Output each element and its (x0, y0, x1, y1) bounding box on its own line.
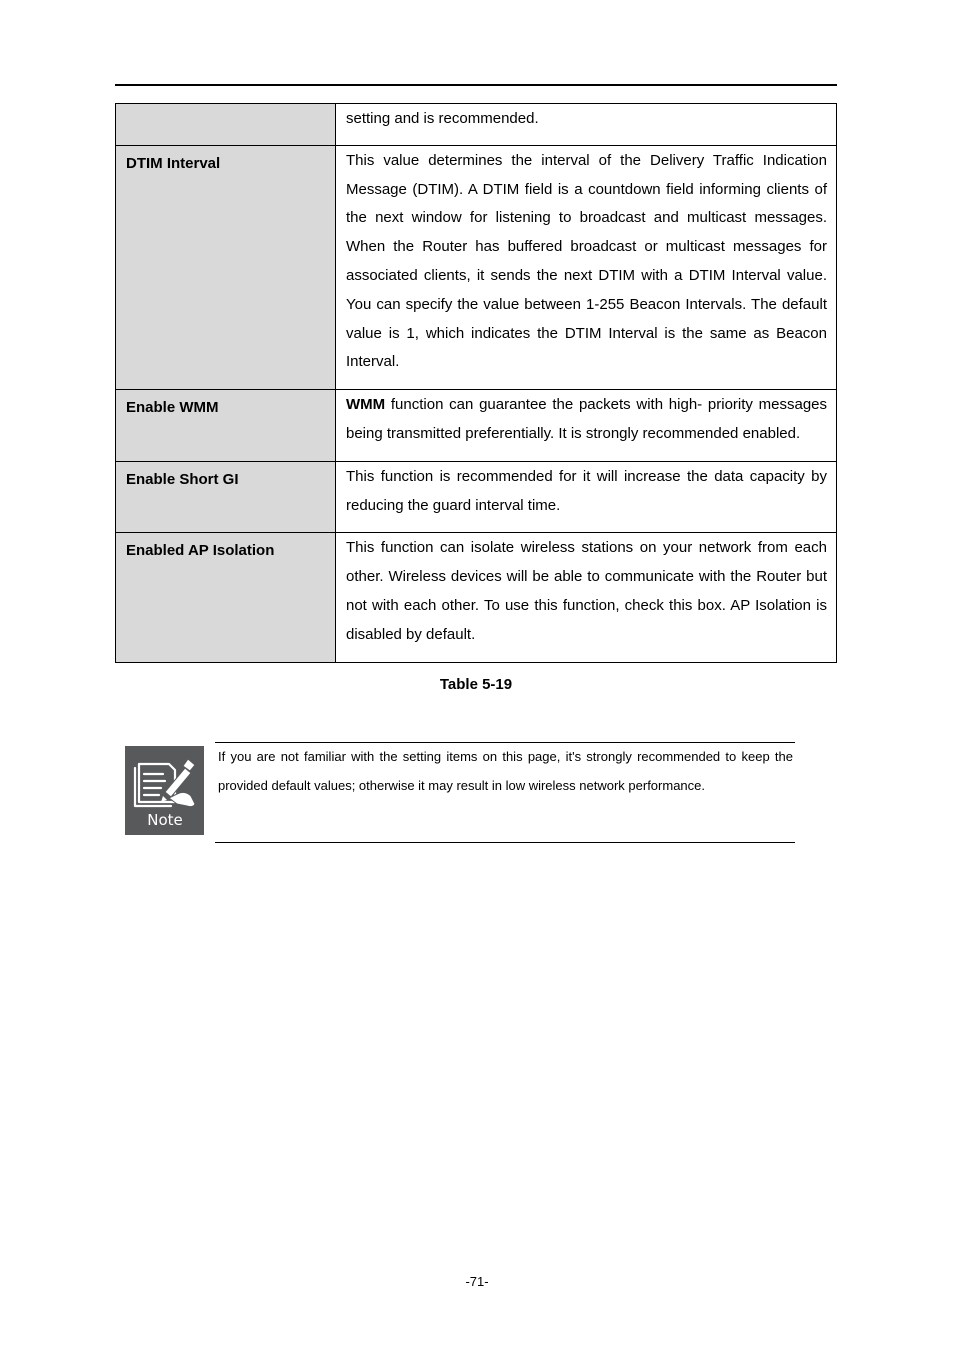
parameter-table (115, 103, 837, 663)
note-text: If you are not familiar with the setting items on this page, it's strongly recommended to keep the provided default values; otherwise it may result in low wireless network performance. (218, 749, 793, 793)
parameter-description: This function can isolate wireless stations on your network from each other. Wireless devices will be able to communicate with the Router but not with each other. To use this function, check this box. AP Isolation is disabled by default. (336, 533, 837, 662)
parameter-description: setting and is recommended. (336, 104, 837, 146)
wmm-bold-term: WMM (346, 396, 386, 414)
page-number: -71- (465, 1274, 489, 1289)
table-row (116, 390, 837, 462)
note-rule-bottom (215, 842, 795, 843)
parameter-description: This value determines the interval of the Delivery Traffic Indication Message (DTIM). A DTIM field is a countdown field informing clients of the next window for listening to broadcast and multicast messages. When the Router has buffered broadcast or multicast messages for associated clients, it sends the next DTIM with a DTIM Interval value. You can specify the value between 1-255 Beacon Intervals. The default value is 1, which indicates the DTIM Interval is the same as Beacon Interval. (336, 145, 837, 389)
parameter-description (336, 390, 837, 462)
table-caption: Table 5-19 (439, 676, 513, 693)
parameter-name: Enable WMM (116, 390, 336, 462)
parameter-name (116, 104, 336, 146)
parameter-name: Enabled AP Isolation (116, 533, 336, 662)
table-row (116, 461, 837, 533)
note-icon-label: Note (147, 811, 183, 829)
parameter-description-text: function can guarantee the packets with high- priority messages being transmitted preferentially. It is strongly recommended enabled. (346, 396, 827, 442)
note-icon (125, 746, 204, 835)
parameter-name: DTIM Interval (116, 145, 336, 389)
parameter-description: This function is recommended for it will increase the data capacity by reducing the guard interval time. (336, 461, 837, 533)
header-rule (115, 84, 837, 86)
table-row (116, 145, 837, 389)
table-row (116, 533, 837, 662)
table-row (116, 104, 837, 146)
parameter-name: Enable Short GI (116, 461, 336, 533)
